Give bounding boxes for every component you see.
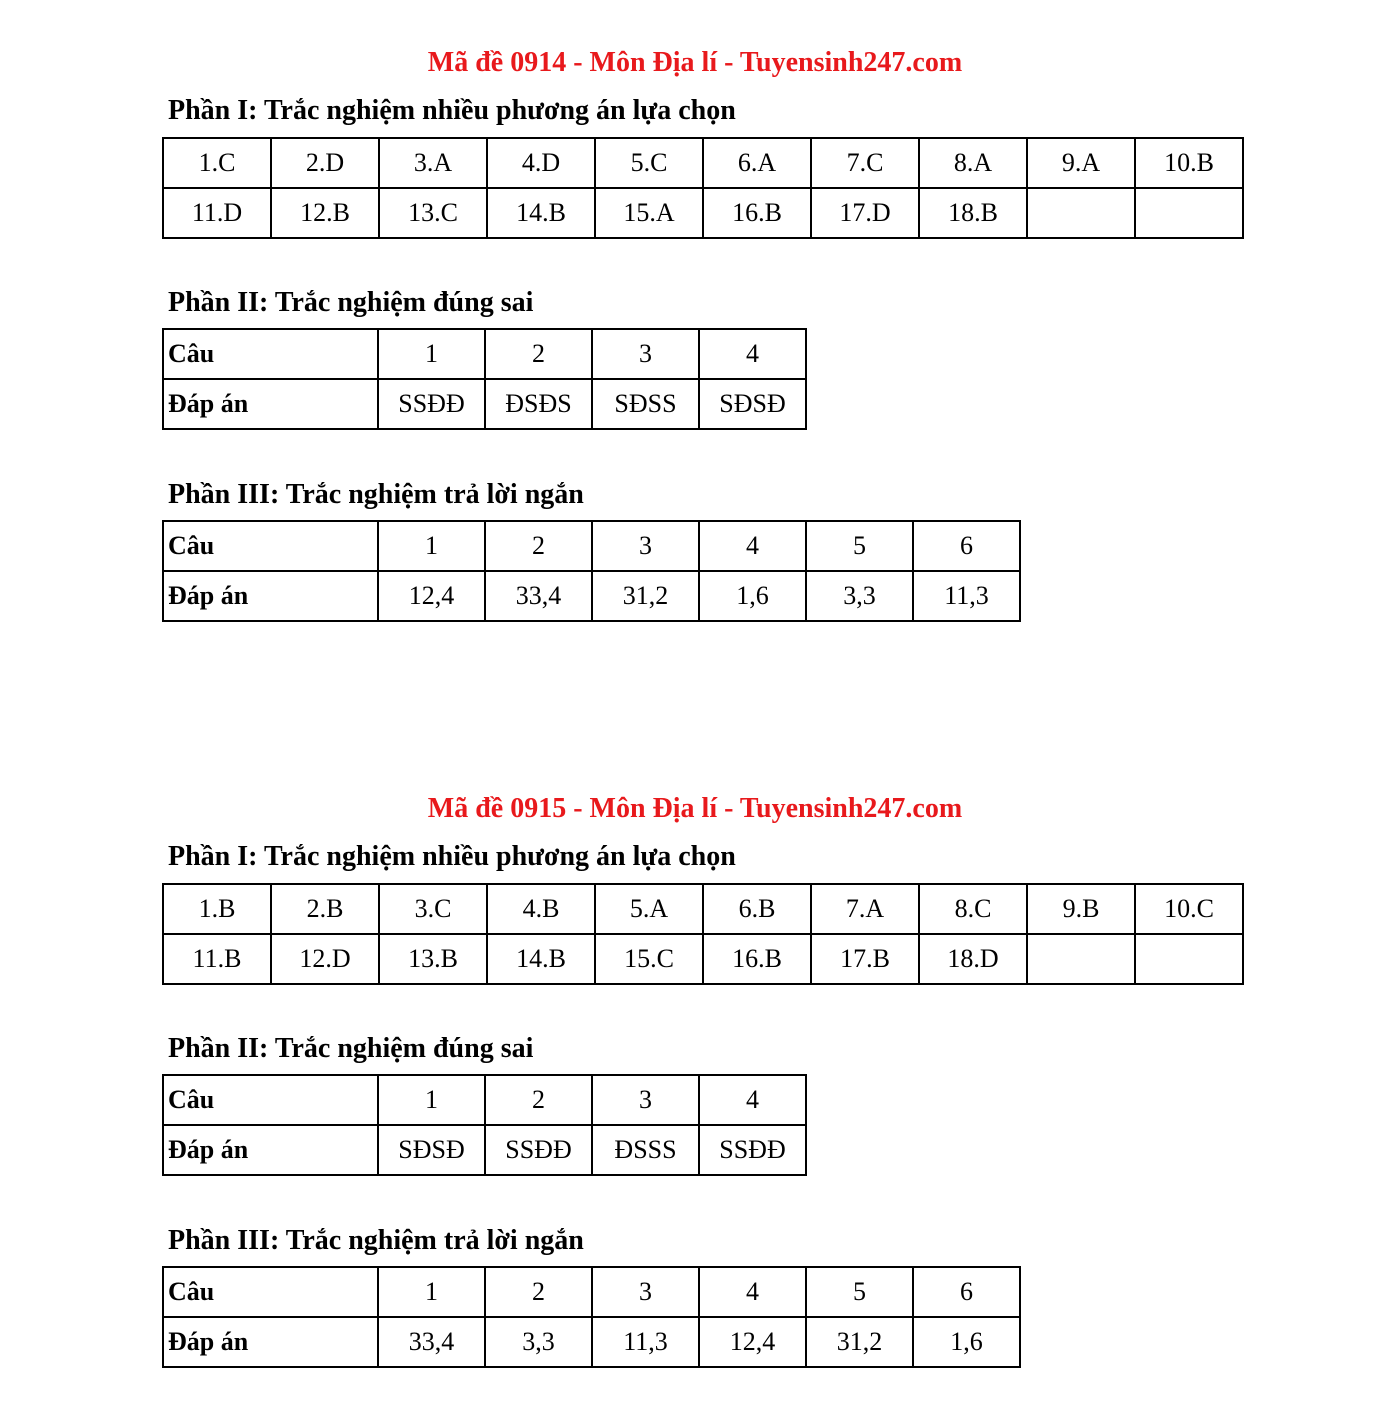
table-row xyxy=(163,138,1243,188)
answer-cell: 5.A xyxy=(595,884,703,934)
answer-cell: 11,3 xyxy=(913,571,1020,621)
part2-heading: Phần II: Trắc nghiệm đúng sai xyxy=(168,1033,534,1064)
answer-cell: 6.B xyxy=(703,884,811,934)
answer-cell: 1.C xyxy=(163,138,271,188)
question-number: 4 xyxy=(699,1075,806,1125)
table-row xyxy=(163,571,1020,621)
question-label: Câu xyxy=(163,1267,378,1317)
question-number: 3 xyxy=(592,329,699,379)
answer-cell: 33,4 xyxy=(485,571,592,621)
answer-cell: 8.A xyxy=(919,138,1027,188)
part3-heading: Phần III: Trắc nghiệm trả lời ngắn xyxy=(168,479,584,510)
question-number: 2 xyxy=(485,329,592,379)
question-number: 6 xyxy=(913,1267,1020,1317)
answer-cell: 11,3 xyxy=(592,1317,699,1367)
part1-answer-table xyxy=(162,137,1244,239)
answer-cell: 31,2 xyxy=(806,1317,913,1367)
answer-cell: 10.C xyxy=(1135,884,1243,934)
answer-cell: 3.C xyxy=(379,884,487,934)
question-number: 2 xyxy=(485,521,592,571)
answer-cell: 14.B xyxy=(487,934,595,984)
answer-cell: 18.D xyxy=(919,934,1027,984)
table-row xyxy=(163,1317,1020,1367)
question-number: 3 xyxy=(592,1075,699,1125)
answer-cell xyxy=(1027,188,1135,238)
answer-cell: 8.C xyxy=(919,884,1027,934)
answer-cell: 31,2 xyxy=(592,571,699,621)
question-label: Câu xyxy=(163,521,378,571)
answer-cell: 33,4 xyxy=(378,1317,485,1367)
answer-label: Đáp án xyxy=(163,1317,378,1367)
answer-cell: 12.D xyxy=(271,934,379,984)
answer-cell: SĐSĐ xyxy=(699,379,806,429)
table-row xyxy=(163,934,1243,984)
answer-cell: 18.B xyxy=(919,188,1027,238)
question-number: 2 xyxy=(485,1075,592,1125)
answer-cell: ĐSĐS xyxy=(485,379,592,429)
answer-cell: 12.B xyxy=(271,188,379,238)
answer-cell: 6.A xyxy=(703,138,811,188)
answer-label: Đáp án xyxy=(163,379,378,429)
question-number: 1 xyxy=(378,1267,485,1317)
answer-cell: 1.B xyxy=(163,884,271,934)
answer-cell: 11.D xyxy=(163,188,271,238)
table-row xyxy=(163,1075,806,1125)
table-row xyxy=(163,884,1243,934)
question-label: Câu xyxy=(163,329,378,379)
question-number: 6 xyxy=(913,521,1020,571)
exam-title: Mã đề 0915 - Môn Địa lí - Tuyensinh247.com xyxy=(427,793,963,824)
table-row xyxy=(163,379,806,429)
answer-cell: 12,4 xyxy=(699,1317,806,1367)
answer-cell: SĐSS xyxy=(592,379,699,429)
part1-heading: Phần I: Trắc nghiệm nhiều phương án lựa chọn xyxy=(168,841,736,872)
table-row xyxy=(163,1267,1020,1317)
answer-cell xyxy=(1027,934,1135,984)
answer-cell: 11.B xyxy=(163,934,271,984)
answer-cell: 14.B xyxy=(487,188,595,238)
part1-answer-table xyxy=(162,883,1244,985)
answer-cell: 2.B xyxy=(271,884,379,934)
part3-heading: Phần III: Trắc nghiệm trả lời ngắn xyxy=(168,1225,584,1256)
answer-cell: 3,3 xyxy=(806,571,913,621)
answer-cell: 3.A xyxy=(379,138,487,188)
answer-cell: 17.B xyxy=(811,934,919,984)
answer-cell: 1,6 xyxy=(913,1317,1020,1367)
answer-cell: 7.A xyxy=(811,884,919,934)
answer-label: Đáp án xyxy=(163,1125,378,1175)
answer-cell: 13.B xyxy=(379,934,487,984)
answer-cell: 2.D xyxy=(271,138,379,188)
answer-cell: 13.C xyxy=(379,188,487,238)
answer-cell: SSĐĐ xyxy=(485,1125,592,1175)
answer-cell: 4.B xyxy=(487,884,595,934)
answer-cell: 1,6 xyxy=(699,571,806,621)
answer-cell: 7.C xyxy=(811,138,919,188)
table-row xyxy=(163,188,1243,238)
answer-cell: 15.C xyxy=(595,934,703,984)
answer-cell xyxy=(1135,934,1243,984)
answer-cell: 12,4 xyxy=(378,571,485,621)
table-row xyxy=(163,329,806,379)
part3-answer-table xyxy=(162,1266,1021,1368)
table-row xyxy=(163,521,1020,571)
exam-title: Mã đề 0914 - Môn Địa lí - Tuyensinh247.com xyxy=(427,47,963,78)
answer-cell: SSĐĐ xyxy=(699,1125,806,1175)
table-row xyxy=(163,1125,806,1175)
answer-cell: SSĐĐ xyxy=(378,379,485,429)
question-number: 1 xyxy=(378,329,485,379)
answer-cell: 9.B xyxy=(1027,884,1135,934)
part2-answer-table xyxy=(162,1074,807,1176)
part2-heading: Phần II: Trắc nghiệm đúng sai xyxy=(168,287,534,318)
question-number: 4 xyxy=(699,1267,806,1317)
answer-cell: 17.D xyxy=(811,188,919,238)
part3-answer-table xyxy=(162,520,1021,622)
answer-cell: 16.B xyxy=(703,934,811,984)
answer-cell: 4.D xyxy=(487,138,595,188)
question-label: Câu xyxy=(163,1075,378,1125)
question-number: 3 xyxy=(592,521,699,571)
part1-heading: Phần I: Trắc nghiệm nhiều phương án lựa chọn xyxy=(168,95,736,126)
answer-cell: 10.B xyxy=(1135,138,1243,188)
question-number: 5 xyxy=(806,521,913,571)
answer-cell: 16.B xyxy=(703,188,811,238)
part2-answer-table xyxy=(162,328,807,430)
answer-cell: SĐSĐ xyxy=(378,1125,485,1175)
answer-cell: 15.A xyxy=(595,188,703,238)
answer-label: Đáp án xyxy=(163,571,378,621)
question-number: 5 xyxy=(806,1267,913,1317)
question-number: 1 xyxy=(378,521,485,571)
answer-cell: 3,3 xyxy=(485,1317,592,1367)
question-number: 4 xyxy=(699,329,806,379)
answer-cell: ĐSSS xyxy=(592,1125,699,1175)
question-number: 3 xyxy=(592,1267,699,1317)
question-number: 2 xyxy=(485,1267,592,1317)
question-number: 1 xyxy=(378,1075,485,1125)
answer-cell xyxy=(1135,188,1243,238)
answer-cell: 5.C xyxy=(595,138,703,188)
answer-cell: 9.A xyxy=(1027,138,1135,188)
question-number: 4 xyxy=(699,521,806,571)
